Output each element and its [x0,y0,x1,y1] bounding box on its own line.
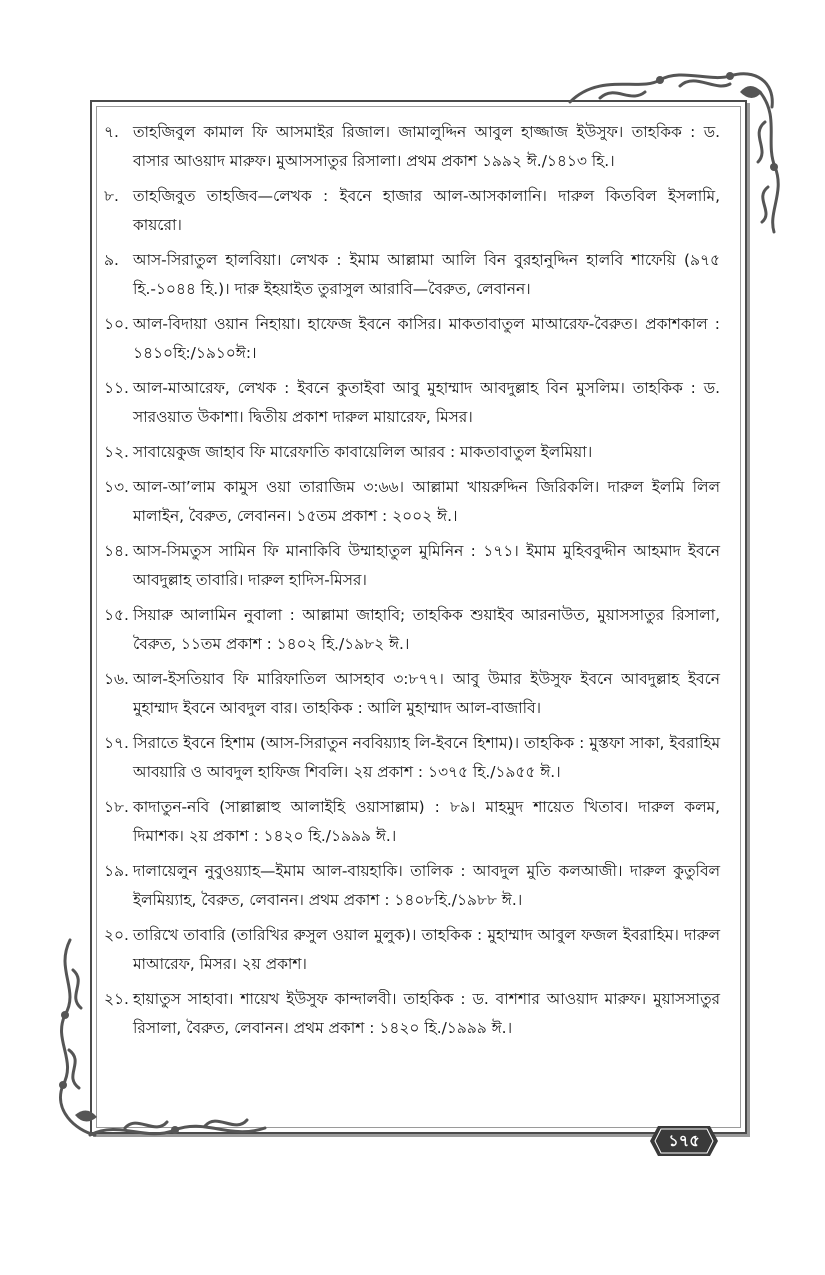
reference-number: ১৮. [104,798,129,816]
reference-item [104,921,720,979]
reference-text: আল-ইসতিয়াব ফি মারিফাতিল আসহাব ৩:৮৭৭। আবু উমার ইউসুফ ইবনে আবদুল্লাহ ইবনে মুহাম্মাদ ইবনে আবদুল বার। তাহকিক : আলি মুহাম্মাদ আল-বাজাবি। [133,670,720,717]
reference-number: ১২. [104,443,129,461]
reference-text: তাহজিবুত তাহজিব—লেখক : ইবনে হাজার আল-আসকালানি। দারুল কিতবিল ইসলামি, কায়রো। [133,187,720,234]
reference-item [104,537,720,595]
reference-item [104,438,720,467]
reference-text: দালায়েলুন নুবুওয়্যাহ—ইমাম আল-বায়হাকি। তালিক : আবদুল মুতি কলআজী। দারুল কুতুবিল ইলমিয়্যাহ, বৈরুত, লেবানন। প্রথম প্রকাশ : ১৪০৮হি./১৯৮৮ ঈ.। [133,862,720,909]
reference-number: ১৩. [104,478,129,496]
reference-number: ১০. [104,315,129,333]
reference-text: আল-বিদায়া ওয়ান নিহায়া। হাফেজ ইবনে কাসির। মাকতাবাতুল মাআরেফ-বৈরুত। প্রকাশকাল : ১৪১০হি:/১৯১০ঈ:। [133,315,720,362]
reference-number: ১৪. [104,542,129,560]
reference-item [104,857,720,915]
reference-text: তারিখে তাবারি (তারিখির রুসুল ওয়াল মুলুক)। তাহকিক : মুহাম্মাদ আবুল ফজল ইবরাহিম। দারুল মাআরেফ, মিসর। ২য় প্রকাশ। [133,926,720,973]
reference-number: ৮. [104,187,119,205]
reference-number: ১৭. [104,734,129,752]
reference-number: ২১. [104,990,129,1008]
reference-text: সিরাতে ইবনে হিশাম (আস-সিরাতুন নববিয়্যাহ লি-ইবনে হিশাম)। তাহকিক : মুস্তফা সাকা, ইবরাহিম আবয়ারি ও আবদুল হাফিজ শিবলি। ২য় প্রকাশ : ১৩৭৫ হি./১৯৫৫ ঈ.। [133,734,720,781]
reference-number: ১৫. [104,606,129,624]
reference-item [104,118,720,176]
reference-item [104,729,720,787]
reference-text: সিয়ারু আলামিন নুবালা : আল্লামা জাহাবি; তাহকিক শুয়াইব আরনাউত, মুয়াসসাতুর রিসালা, বৈরুত, ১১তম প্রকাশ : ১৪০২ হি./১৯৮২ ঈ.। [133,606,720,653]
reference-text: কাদাতুন-নবি (সাল্লাল্লাহু আলাইহি ওয়াসাল্লাম) : ৮৯। মাহমুদ শায়েত খিতাব। দারুল কলম, দিমাশক। ২য় প্রকাশ : ১৪২০ হি./১৯৯৯ ঈ.। [133,798,720,845]
reference-text: সাবায়েকুজ জাহাব ফি মারেফাতি কাবায়েলিল আরব : মাকতাবাতুল ইলমিয়া। [133,443,593,461]
reference-number: ৭. [104,123,119,141]
reference-text: আস-সিমতুস সামিন ফি মানাকিবি উম্মাহাতুল মুমিনিন : ১৭১। ইমাম মুহিববুদ্দীন আহমাদ ইবনে আবদুল্লাহ তাবারি। দারুল হাদিস-মিসর। [133,542,720,589]
reference-item [104,985,720,1043]
reference-number: ১১. [104,379,129,397]
reference-number: ১৯. [104,862,129,880]
reference-item [104,310,720,368]
page-number: ১৭৫ [668,1131,700,1150]
reference-item [104,793,720,851]
bibliography-list [104,118,720,1049]
reference-item [104,246,720,304]
reference-text: আস-সিরাতুল হালবিয়া। লেখক : ইমাম আল্লামা আলি বিন বুরহানুদ্দিন হালবি শাফেয়ি (৯৭৫ হি.-১০৪৪ হি.)। দারু ইহয়াইত তুরাসুল আরাবি—বৈরুত, লেবানন। [133,251,720,298]
reference-item [104,601,720,659]
reference-text: তাহজিবুল কামাল ফি আসমাইর রিজাল। জামালুদ্দিন আবুল হাজ্জাজ ইউসুফ। তাহকিক : ড. বাসার আওয়াদ মারুফ। মুআসসাতুর রিসালা। প্রথম প্রকাশ ১৯৯২ ঈ./১৪১৩ হি.। [133,123,720,170]
reference-text: আল-আ’লাম কামুস ওয়া তারাজিম ৩:৬৬। আল্লামা খায়রুদ্দিন জিরিকলি। দারুল ইলমি লিল মালাইন, বৈরুত, লেবানন। ১৫তম প্রকাশ : ২০০২ ঈ.। [133,478,720,525]
reference-number: ৯. [104,251,119,269]
reference-number: ১৬. [104,670,129,688]
reference-item [104,374,720,432]
reference-text: আল-মাআরেফ, লেখক : ইবনে কুতাইবা আবু মুহাম্মাদ আবদুল্লাহ বিন মুসলিম। তাহকিক : ড. সারওয়াত উকাশা। দ্বিতীয় প্রকাশ দারুল মায়ারেফ, মিসর। [133,379,720,426]
reference-text: হায়াতুস সাহাবা। শায়েখ ইউসুফ কান্দালবী। তাহকিক : ড. বাশশার আওয়াদ মারুফ। মুয়াসসাতুর রিসালা, বৈরুত, লেবানন। প্রথম প্রকাশ : ১৪২০ হি./১৯৯৯ ঈ.। [133,990,720,1037]
reference-item [104,182,720,240]
reference-number: ২০. [104,926,129,944]
reference-item [104,665,720,723]
reference-item [104,473,720,531]
